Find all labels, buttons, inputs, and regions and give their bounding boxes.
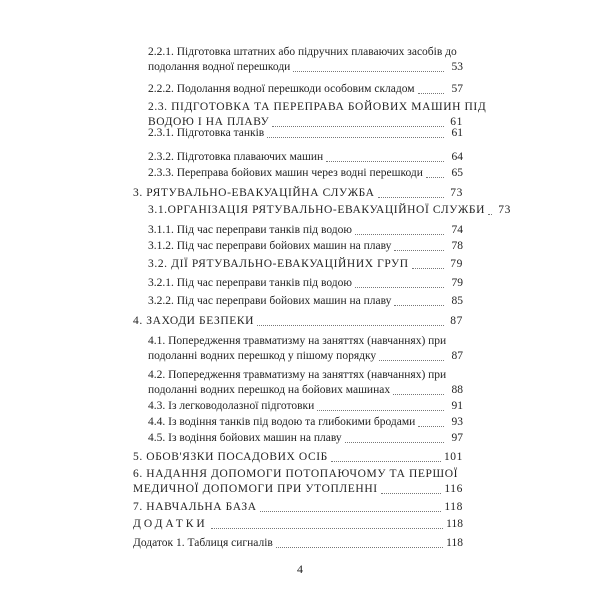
leader-dots — [488, 214, 492, 215]
toc-entry-text: подоланні водних перешкод на бойових машинах — [148, 384, 391, 396]
toc-entry-line — [148, 82, 463, 97]
leader-dots — [355, 234, 444, 235]
toc-entry-line — [148, 239, 463, 254]
toc-entry-2-3-2[interactable] — [148, 150, 463, 165]
toc-entry-text: 2.3. ПІДГОТОВКА ТА ПЕРЕПРАВА БОЙОВИХ МАШИН ПІД — [148, 101, 487, 113]
toc-page-number: 101 — [443, 451, 463, 463]
leader-dots — [379, 360, 444, 361]
toc-entry-3-2-1[interactable] — [148, 276, 463, 291]
toc-entry-text: 3.2.1. Під час переправи танків під водою — [148, 277, 352, 289]
toc-entry-text: 4.3. Із легководолазної підготовки — [148, 400, 315, 412]
toc-entry-line — [148, 383, 463, 398]
toc-entry-text: 2.2.1. Підготовка штатних або підручних плаваючих засобів до — [148, 46, 457, 58]
toc-page-number: 85 — [451, 295, 463, 307]
leader-dots — [426, 177, 444, 178]
toc-entry-text: 4.4. Із водіння танків під водою та глибокими бродами — [148, 416, 416, 428]
toc-entry-line — [148, 349, 463, 364]
toc-page-number: 87 — [451, 350, 463, 362]
toc-entry-text: 6. НАДАННЯ ДОПОМОГИ ПОТОПАЮЧОМУ ТА ПЕРШОЇ — [133, 468, 459, 480]
toc-page-number: 57 — [451, 83, 463, 95]
toc-entry-text: 2.3.2. Підготовка плаваючих машин — [148, 151, 324, 163]
toc-entry-text: 7. НАВЧАЛЬНА БАЗА — [133, 501, 257, 513]
toc-entry-4-4[interactable] — [148, 415, 463, 430]
toc-page-number: 88 — [451, 384, 463, 396]
toc-entry-text: подоланні водних перешкод у пішому порядку — [148, 350, 377, 362]
toc-entry-text: 4.5. Із водіння бойових машин на плаву — [148, 432, 342, 444]
toc-entry-line — [133, 517, 463, 532]
toc-entry-line — [133, 186, 463, 201]
toc-entry-3-1[interactable] — [148, 203, 511, 218]
toc-page-number: 116 — [444, 483, 463, 495]
toc-entry-text: 3.1.ОРГАНІЗАЦІЯ РЯТУВАЛЬНО-ЕВАКУАЦІЙНОЇ СЛУЖБИ — [148, 204, 485, 216]
leader-dots — [267, 137, 444, 138]
toc-entry-text: 4. ЗАХОДИ БЕЗПЕКИ — [133, 315, 255, 327]
leader-dots — [293, 71, 444, 72]
toc-entry-4-3[interactable] — [148, 399, 463, 414]
toc-entry-line — [148, 45, 463, 60]
leader-dots — [260, 511, 442, 512]
leader-dots — [418, 426, 444, 427]
toc-entry-text: 3. РЯТУВАЛЬНО-ЕВАКУАЦІЙНА СЛУЖБА — [133, 187, 375, 199]
toc-entry-text: 2.2.2. Подолання водної перешкоди особовим складом — [148, 83, 415, 95]
toc-page-number: 79 — [451, 277, 463, 289]
leader-dots — [317, 410, 444, 411]
toc-entry-text: 4.2. Попередження травматизму на заняттях (навчаннях) при — [148, 369, 447, 381]
toc-page-number: 61 — [450, 116, 463, 128]
toc-entry-2-3-3[interactable] — [148, 166, 463, 181]
toc-entry-text: подолання водної перешкоди — [148, 61, 291, 73]
toc-page-number: 74 — [451, 224, 463, 236]
toc-entry-line — [148, 368, 463, 383]
leader-dots — [331, 461, 441, 462]
leader-dots — [257, 325, 444, 326]
toc-entry-line — [148, 60, 463, 75]
toc-entry-line — [148, 431, 463, 446]
toc-entry-text: 3.2.2. Під час переправи бойових машин на плаву — [148, 295, 392, 307]
toc-page-number: 53 — [451, 61, 463, 73]
toc-entry-text: Додаток 1. Таблиця сигналів — [133, 537, 273, 549]
toc-entry-line — [148, 100, 487, 115]
toc-entry-4-2[interactable] — [148, 368, 463, 398]
toc-page-number: 87 — [450, 315, 463, 327]
toc-entry-line — [148, 399, 463, 414]
toc-entry-line — [148, 223, 463, 238]
toc-entry-line — [133, 467, 463, 482]
toc-entry-text: МЕДИЧНОЇ ДОПОМОГИ ПРИ УТОПЛЕННІ — [133, 483, 378, 495]
toc-entry-2-3-1[interactable] — [148, 126, 463, 141]
page-number: 4 — [297, 562, 303, 576]
toc-entry-appendices[interactable] — [133, 517, 463, 532]
leader-dots — [381, 493, 442, 494]
toc-entry-3[interactable] — [133, 186, 463, 201]
leader-dots — [378, 197, 444, 198]
toc-entry-appendix-1[interactable] — [133, 536, 463, 551]
toc-entry-text: 4.1. Попередження травматизму на заняттях (навчаннях) при — [148, 335, 447, 347]
leader-dots — [355, 287, 444, 288]
toc-entry-4-5[interactable] — [148, 431, 463, 446]
toc-page-number: 118 — [446, 518, 463, 530]
toc-entry-3-2-2[interactable] — [148, 294, 463, 309]
toc-entry-text: ДОДАТКИ — [133, 518, 208, 530]
toc-entry-7[interactable] — [133, 500, 463, 515]
toc-entry-line — [148, 276, 463, 291]
toc-page-number: 73 — [498, 204, 511, 216]
leader-dots — [394, 305, 444, 306]
toc-page-number: 97 — [451, 432, 463, 444]
leader-dots — [326, 161, 444, 162]
toc-entry-text: 2.3.3. Переправа бойових машин через водні перешкоди — [148, 167, 423, 179]
toc-entry-text: 5. ОБОВ'ЯЗКИ ПОСАДОВИХ ОСІБ — [133, 451, 328, 463]
toc-entry-text: 3.1.1. Під час переправи танків під водою — [148, 224, 352, 236]
leader-dots — [412, 268, 444, 269]
toc-entry-line — [133, 482, 463, 497]
toc-entry-line — [148, 415, 463, 430]
toc-page-number: 118 — [444, 501, 463, 513]
toc-entry-line — [133, 500, 463, 515]
toc-entry-text: 2.3.1. Підготовка танків — [148, 127, 265, 139]
toc-page-number: 65 — [451, 167, 463, 179]
toc-entry-6[interactable] — [133, 467, 463, 497]
toc-entry-5[interactable] — [133, 450, 463, 465]
toc-entry-line — [148, 257, 463, 272]
toc-entry-2-2-1[interactable] — [148, 45, 463, 75]
toc-entry-4[interactable] — [133, 314, 463, 329]
leader-dots — [418, 93, 444, 94]
toc-entry-line — [148, 150, 463, 165]
toc-entry-line — [133, 536, 463, 551]
leader-dots — [345, 442, 444, 443]
toc-entry-line — [148, 294, 463, 309]
leader-dots — [211, 528, 443, 529]
toc-entry-line — [148, 334, 463, 349]
toc-entry-text: 3.1.2. Під час переправи бойових машин на плаву — [148, 240, 392, 252]
toc-entry-4-1[interactable] — [148, 334, 463, 364]
toc-entry-3-1-1[interactable] — [148, 223, 463, 238]
leader-dots — [393, 394, 444, 395]
leader-dots — [394, 250, 444, 251]
toc-page-number: 91 — [451, 400, 463, 412]
toc-page-number: 61 — [451, 127, 463, 139]
toc-page-number: 79 — [450, 258, 463, 270]
toc-entry-text: 3.2. ДІЇ РЯТУВАЛЬНО-ЕВАКУАЦІЙНИХ ГРУП — [148, 258, 409, 270]
toc-entry-line — [148, 203, 511, 218]
toc-entry-3-1-2[interactable] — [148, 239, 463, 254]
toc-entry-text: ВОДОЮ І НА ПЛАВУ — [148, 116, 270, 128]
toc-entry-3-2[interactable] — [148, 257, 463, 272]
toc-page-number: 73 — [450, 187, 463, 199]
toc-page-number: 78 — [451, 240, 463, 252]
toc-entry-line — [148, 166, 463, 181]
toc-entry-line — [133, 314, 463, 329]
toc-entry-line — [133, 450, 463, 465]
toc-entry-2-2-2[interactable] — [148, 82, 463, 97]
toc-page-number: 118 — [446, 537, 463, 549]
leader-dots — [276, 547, 443, 548]
toc-entry-line — [148, 126, 463, 141]
toc-page-number: 64 — [451, 151, 463, 163]
toc-page-number: 93 — [451, 416, 463, 428]
